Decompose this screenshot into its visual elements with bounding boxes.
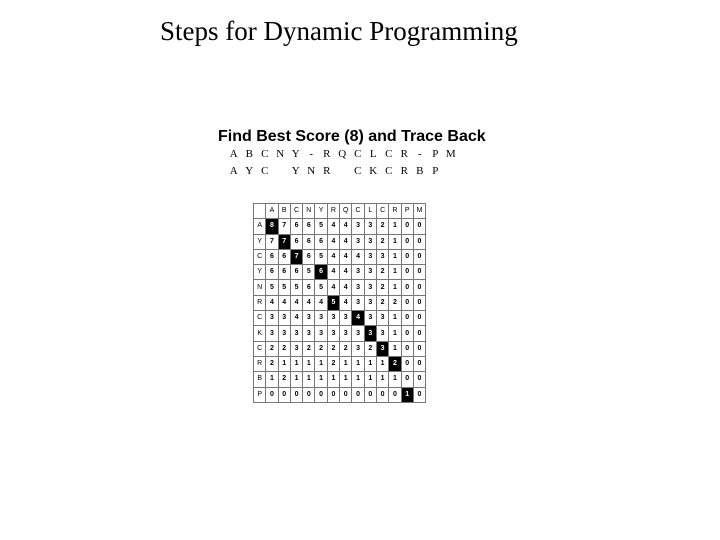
score-cell: 3: [352, 234, 364, 249]
score-cell: 2: [278, 341, 290, 356]
column-header: A: [266, 204, 278, 219]
trace-path-cell: 7: [278, 234, 290, 249]
table-row: [254, 249, 426, 264]
score-cell: 4: [315, 295, 327, 310]
trace-path-cell: 8: [266, 219, 278, 234]
score-cell: 0: [401, 356, 413, 371]
alignment-char: C: [354, 165, 362, 177]
trace-path-cell: 6: [315, 265, 327, 280]
score-cell: 0: [413, 234, 425, 249]
score-cell: 0: [413, 265, 425, 280]
score-cell: 0: [401, 280, 413, 295]
score-cell: 4: [340, 234, 352, 249]
score-cell: 3: [340, 311, 352, 326]
score-cell: 1: [352, 356, 364, 371]
alignment-char: -: [309, 148, 314, 160]
score-cell: 6: [290, 234, 302, 249]
score-cell: 1: [389, 219, 401, 234]
trace-path-cell: 3: [376, 341, 388, 356]
score-cell: 3: [352, 280, 364, 295]
score-cell: 1: [389, 234, 401, 249]
score-cell: 3: [278, 326, 290, 341]
score-cell: 1: [290, 372, 302, 387]
score-cell: 0: [389, 387, 401, 402]
alignment-char: N: [307, 165, 316, 177]
score-cell: 6: [303, 280, 315, 295]
row-header: Y: [254, 234, 266, 249]
score-cell: 2: [266, 356, 278, 371]
score-cell: 1: [290, 356, 302, 371]
score-cell: 3: [278, 311, 290, 326]
score-cell: 2: [389, 295, 401, 310]
score-cell: 0: [413, 249, 425, 264]
score-cell: 6: [266, 265, 278, 280]
alignment-char: Y: [245, 165, 254, 177]
table-row: [254, 341, 426, 356]
score-cell: 3: [327, 311, 339, 326]
score-cell: 0: [290, 387, 302, 402]
row-header: K: [254, 326, 266, 341]
score-cell: 0: [401, 219, 413, 234]
score-cell: 3: [352, 219, 364, 234]
score-cell: 0: [401, 372, 413, 387]
score-cell: 2: [376, 280, 388, 295]
column-header: L: [364, 204, 376, 219]
alignment-char: L: [369, 148, 377, 160]
alignment-char: M: [445, 148, 456, 160]
score-cell: 0: [401, 326, 413, 341]
score-cell: 3: [315, 311, 327, 326]
alignment-top-sequence: [226, 148, 459, 162]
row-header: Y: [254, 265, 266, 280]
score-cell: 1: [364, 372, 376, 387]
score-cell: 1: [376, 356, 388, 371]
score-cell: 6: [303, 234, 315, 249]
score-cell: 0: [413, 326, 425, 341]
score-cell: 1: [389, 341, 401, 356]
score-cell: 0: [278, 387, 290, 402]
score-cell: 2: [266, 341, 278, 356]
score-cell: 2: [364, 341, 376, 356]
score-cell: 1: [352, 372, 364, 387]
table-row: [254, 372, 426, 387]
score-cell: 3: [303, 326, 315, 341]
score-cell: 1: [340, 372, 352, 387]
score-cell: 2: [327, 341, 339, 356]
score-cell: 0: [364, 387, 376, 402]
score-cell: 4: [340, 265, 352, 280]
score-cell: 5: [315, 249, 327, 264]
score-cell: 0: [413, 387, 425, 402]
score-cell: 6: [290, 265, 302, 280]
row-header: N: [254, 280, 266, 295]
alignment-char: A: [229, 148, 238, 160]
score-cell: 0: [352, 387, 364, 402]
row-header: C: [254, 249, 266, 264]
score-cell: 1: [315, 356, 327, 371]
score-cell: 4: [352, 249, 364, 264]
table-row: [254, 295, 426, 310]
score-cell: 1: [389, 372, 401, 387]
score-cell: 0: [413, 372, 425, 387]
alignment-char: C: [261, 165, 269, 177]
score-cell: 3: [290, 341, 302, 356]
column-header: N: [303, 204, 315, 219]
row-header: R: [254, 295, 266, 310]
score-cell: 5: [303, 265, 315, 280]
row-header: B: [254, 372, 266, 387]
score-cell: 1: [278, 356, 290, 371]
score-cell: 3: [376, 326, 388, 341]
score-cell: 7: [266, 234, 278, 249]
alignment-char: A: [229, 165, 238, 177]
dp-score-table: [253, 203, 426, 403]
alignment-char: C: [354, 148, 362, 160]
score-cell: 0: [401, 341, 413, 356]
alignment-char: Y: [291, 165, 300, 177]
score-cell: 0: [413, 219, 425, 234]
score-cell: 6: [303, 219, 315, 234]
score-cell: 1: [364, 356, 376, 371]
score-cell: 4: [340, 295, 352, 310]
score-cell: 3: [352, 265, 364, 280]
score-cell: 3: [364, 249, 376, 264]
score-cell: 4: [327, 219, 339, 234]
score-cell: 1: [376, 372, 388, 387]
column-header: Y: [315, 204, 327, 219]
column-header: R: [327, 204, 339, 219]
score-cell: 0: [401, 311, 413, 326]
score-cell: 3: [364, 219, 376, 234]
score-cell: 0: [266, 387, 278, 402]
column-header: M: [413, 204, 425, 219]
alignment-char: R: [400, 148, 408, 160]
score-cell: 0: [303, 387, 315, 402]
row-header: A: [254, 219, 266, 234]
score-cell: 0: [413, 311, 425, 326]
score-cell: 0: [315, 387, 327, 402]
score-cell: 2: [376, 234, 388, 249]
alignment-char: C: [385, 165, 393, 177]
score-cell: 2: [327, 356, 339, 371]
score-cell: 6: [278, 249, 290, 264]
score-cell: 0: [413, 356, 425, 371]
score-cell: 4: [327, 265, 339, 280]
score-cell: 4: [290, 311, 302, 326]
row-header: P: [254, 387, 266, 402]
score-cell: 4: [327, 249, 339, 264]
table-row: [254, 265, 426, 280]
alignment-char: K: [369, 165, 378, 177]
alignment-char: B: [245, 148, 253, 160]
alignment-bottom-sequence: [226, 165, 459, 179]
figure-heading: Find Best Score (8) and Trace Back: [218, 128, 486, 145]
score-cell: 3: [352, 341, 364, 356]
score-cell: 2: [376, 219, 388, 234]
score-cell: 1: [389, 311, 401, 326]
score-cell: 1: [303, 356, 315, 371]
alignment-char: Q: [338, 148, 347, 160]
score-cell: 0: [376, 387, 388, 402]
trace-path-cell: 2: [389, 356, 401, 371]
score-cell: 3: [352, 295, 364, 310]
score-cell: 2: [303, 341, 315, 356]
score-cell: 2: [376, 295, 388, 310]
alignment-char: P: [432, 165, 439, 177]
table-row: [254, 219, 426, 234]
score-cell: 3: [364, 265, 376, 280]
trace-path-cell: 7: [290, 249, 302, 264]
table-row: [254, 234, 426, 249]
alignment-char: -: [417, 148, 422, 160]
score-cell: 3: [364, 295, 376, 310]
score-cell: 0: [401, 234, 413, 249]
score-cell: 0: [413, 341, 425, 356]
score-cell: 4: [327, 234, 339, 249]
score-cell: 3: [290, 326, 302, 341]
score-cell: 1: [389, 265, 401, 280]
score-cell: 6: [278, 265, 290, 280]
score-cell: 4: [327, 280, 339, 295]
score-cell: 1: [389, 249, 401, 264]
alignment-char: [443, 165, 459, 179]
alignment-char: R: [323, 148, 331, 160]
trace-path-cell: 3: [364, 326, 376, 341]
score-cell: 6: [303, 249, 315, 264]
score-cell: 1: [266, 372, 278, 387]
score-cell: 0: [401, 295, 413, 310]
alignment-char: C: [261, 148, 269, 160]
alignment-char: N: [276, 148, 285, 160]
score-cell: 0: [327, 387, 339, 402]
score-cell: 3: [376, 249, 388, 264]
alignment-char: [273, 165, 289, 179]
table-row: [254, 280, 426, 295]
score-cell: 3: [266, 311, 278, 326]
score-cell: 2: [278, 372, 290, 387]
score-cell: 3: [364, 311, 376, 326]
score-cell: 1: [389, 326, 401, 341]
score-cell: 4: [340, 249, 352, 264]
score-cell: 5: [266, 280, 278, 295]
score-cell: 1: [340, 356, 352, 371]
column-header: B: [278, 204, 290, 219]
column-header: R: [389, 204, 401, 219]
score-cell: 6: [290, 219, 302, 234]
score-cell: 1: [327, 372, 339, 387]
row-header: C: [254, 341, 266, 356]
score-cell: 2: [315, 341, 327, 356]
score-cell: 3: [364, 234, 376, 249]
score-cell: 5: [290, 280, 302, 295]
alignment-char: R: [323, 165, 331, 177]
score-cell: 5: [278, 280, 290, 295]
column-header: C: [290, 204, 302, 219]
alignment-char: C: [385, 148, 393, 160]
score-cell: 0: [401, 249, 413, 264]
score-cell: 1: [303, 372, 315, 387]
score-cell: 0: [340, 387, 352, 402]
score-cell: 1: [315, 372, 327, 387]
score-cell: 3: [327, 326, 339, 341]
trace-path-cell: 5: [327, 295, 339, 310]
score-cell: 4: [340, 280, 352, 295]
column-header: Q: [340, 204, 352, 219]
score-cell: 1: [389, 280, 401, 295]
score-cell: 5: [315, 219, 327, 234]
table-corner: [254, 204, 266, 219]
alignment-char: R: [400, 165, 408, 177]
score-cell: 4: [278, 295, 290, 310]
score-cell: 3: [364, 280, 376, 295]
score-cell: 0: [413, 295, 425, 310]
trace-path-cell: 1: [401, 387, 413, 402]
row-header: C: [254, 311, 266, 326]
column-header: C: [376, 204, 388, 219]
score-cell: 4: [303, 295, 315, 310]
score-cell: 4: [340, 219, 352, 234]
score-cell: 5: [315, 280, 327, 295]
score-cell: 3: [315, 326, 327, 341]
alignment-char: [335, 165, 351, 179]
slide-title: Steps for Dynamic Programming: [160, 16, 518, 46]
alignment-char: Y: [291, 148, 300, 160]
alignment-char: P: [432, 148, 439, 160]
column-header: C: [352, 204, 364, 219]
score-cell: 3: [303, 311, 315, 326]
row-header: R: [254, 356, 266, 371]
trace-path-cell: 4: [352, 311, 364, 326]
score-cell: 6: [266, 249, 278, 264]
table-row: [254, 311, 426, 326]
score-cell: 0: [413, 280, 425, 295]
column-header: P: [401, 204, 413, 219]
score-cell: 2: [340, 341, 352, 356]
score-cell: 4: [266, 295, 278, 310]
alignment-char: B: [416, 165, 424, 177]
table-row: [254, 387, 426, 402]
score-cell: 7: [278, 219, 290, 234]
score-cell: 3: [340, 326, 352, 341]
score-cell: 3: [376, 311, 388, 326]
table-row: [254, 326, 426, 341]
score-cell: 3: [352, 326, 364, 341]
score-cell: 2: [376, 265, 388, 280]
score-cell: 4: [290, 295, 302, 310]
score-cell: 6: [315, 234, 327, 249]
score-cell: 0: [401, 265, 413, 280]
score-cell: 3: [266, 326, 278, 341]
table-row: [254, 356, 426, 371]
